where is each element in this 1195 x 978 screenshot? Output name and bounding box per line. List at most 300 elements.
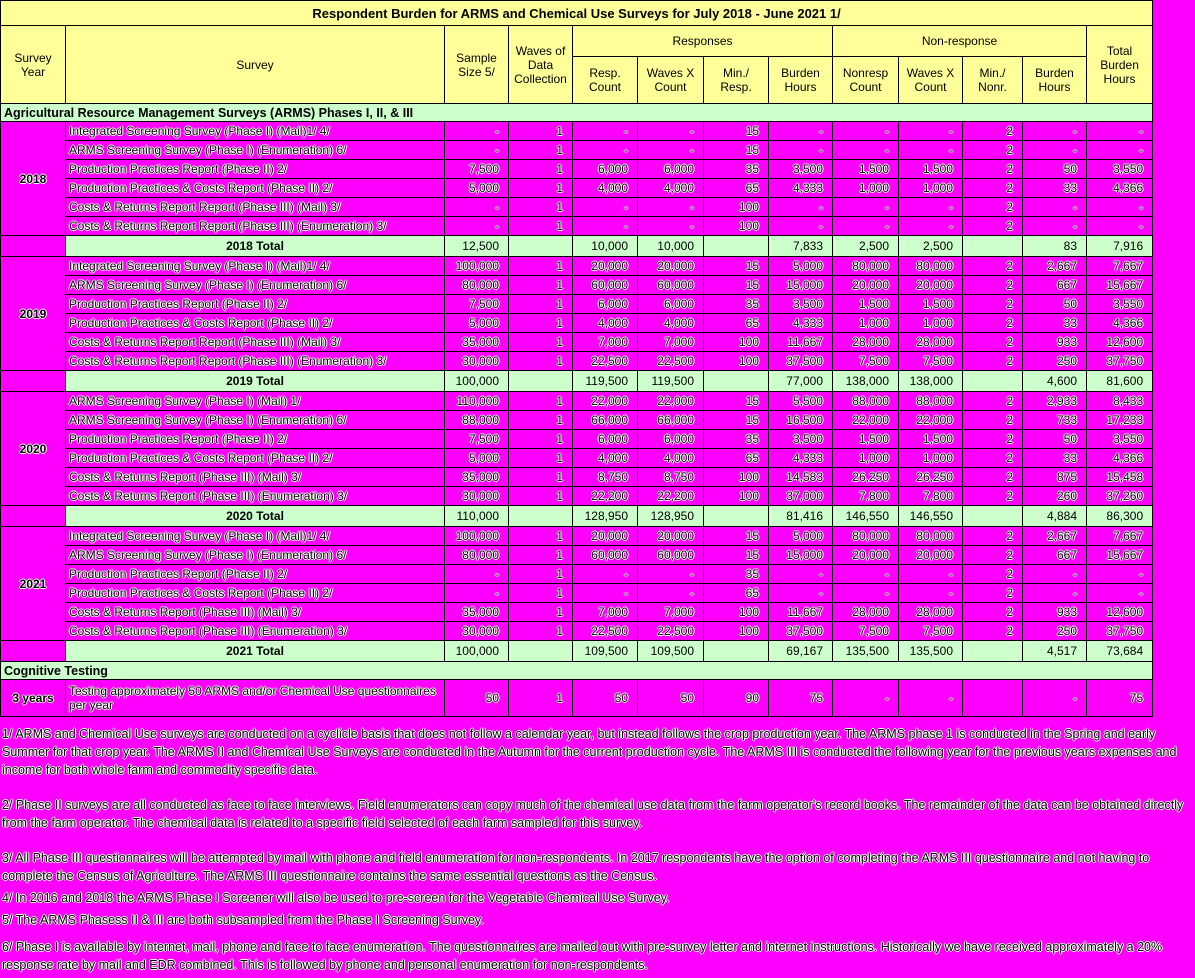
value-cell: 2,667 [1023, 257, 1087, 276]
value-cell: 1 [509, 430, 573, 449]
value-cell: 1 [509, 565, 573, 584]
total-value-cell [963, 641, 1023, 662]
value-cell: 2 [963, 333, 1023, 352]
value-cell: 22,500 [638, 352, 704, 371]
survey-name-cell: Costs & Returns Report Report (Phase III) (Enumeration) 3/ [66, 217, 445, 236]
value-cell: 20,000 [833, 276, 899, 295]
value-cell: 37,750 [1087, 622, 1153, 641]
value-cell: 7,000 [638, 603, 704, 622]
survey-name-cell: Integrated Screening Survey (Phase I) (Mail)1/ 4/ [66, 257, 445, 276]
footnote: 5/ The ARMS Phasess II & III are both subsampled from the Phase I Screening Survey. [2, 913, 484, 927]
value-cell: - [833, 680, 899, 717]
value-cell: 88,000 [899, 392, 963, 411]
value-cell: 4,366 [1087, 179, 1153, 198]
value-cell: - [573, 584, 638, 603]
value-cell: - [899, 584, 963, 603]
value-cell: 1 [509, 392, 573, 411]
survey-name-cell: Production Practices & Costs Report (Phase II) 2/ [66, 584, 445, 603]
col-header-waves: Waves of Data Collection [509, 26, 573, 104]
value-cell: - [638, 122, 704, 141]
value-cell: 1 [509, 468, 573, 487]
table-row [1, 217, 1153, 236]
value-cell: 8,750 [573, 468, 638, 487]
value-cell: 15 [704, 392, 769, 411]
value-cell: 2 [963, 468, 1023, 487]
value-cell: 80,000 [899, 257, 963, 276]
value-cell: 1,000 [899, 179, 963, 198]
total-value-cell: 69,167 [769, 641, 833, 662]
total-value-cell: 7,916 [1087, 236, 1153, 257]
value-cell: 22,000 [573, 392, 638, 411]
value-cell: 2 [963, 179, 1023, 198]
year-empty-cell [1, 236, 66, 257]
value-cell: - [1087, 198, 1153, 217]
value-cell: 50 [1023, 295, 1087, 314]
header-group-row [1, 26, 1153, 57]
value-cell: 20,000 [573, 527, 638, 546]
value-cell: 1 [509, 411, 573, 430]
value-cell: 7,800 [899, 487, 963, 506]
value-cell: - [445, 584, 509, 603]
value-cell: 3,500 [769, 160, 833, 179]
table-title: Respondent Burden for ARMS and Chemical Use Surveys for July 2018 - June 2021 1/ [1, 1, 1153, 26]
value-cell: 667 [1023, 546, 1087, 565]
value-cell: 30,000 [445, 622, 509, 641]
value-cell: 3,550 [1087, 295, 1153, 314]
value-cell: - [445, 141, 509, 160]
total-value-cell: 73,684 [1087, 641, 1153, 662]
survey-name-cell: Integrated Screening Survey (Phase I) (Mail)1/ 4/ [66, 527, 445, 546]
value-cell: 4,333 [769, 179, 833, 198]
value-cell: 75 [1087, 680, 1153, 717]
value-cell: 7,000 [573, 603, 638, 622]
value-cell: 15,667 [1087, 546, 1153, 565]
total-value-cell: 10,000 [638, 236, 704, 257]
value-cell: 1 [509, 603, 573, 622]
value-cell: 60,000 [638, 276, 704, 295]
value-cell: 80,000 [445, 276, 509, 295]
col-header-nonresp-waves-x-count: Waves X Count [899, 57, 963, 104]
value-cell: - [638, 198, 704, 217]
value-cell: 2 [963, 141, 1023, 160]
value-cell: 15,667 [1087, 276, 1153, 295]
survey-name-cell: Costs & Returns Report Report (Phase III) (Mail) 3/ [66, 198, 445, 217]
value-cell: 60,000 [573, 546, 638, 565]
value-cell: 66,000 [638, 411, 704, 430]
total-value-cell: 77,000 [769, 371, 833, 392]
total-row [1, 371, 1153, 392]
value-cell: 1 [509, 141, 573, 160]
value-cell: 5,000 [445, 449, 509, 468]
survey-name-cell: ARMS Screening Survey (Phase I) (Enumeration) 6/ [66, 141, 445, 160]
value-cell: 7,000 [638, 333, 704, 352]
survey-name-cell: Production Practices & Costs Report (Phase II) 2/ [66, 179, 445, 198]
value-cell: 4,333 [769, 314, 833, 333]
survey-name-cell: ARMS Screening Survey (Phase I) (Enumeration) 6/ [66, 276, 445, 295]
value-cell: 1 [509, 295, 573, 314]
table-row [1, 487, 1153, 506]
survey-name-cell: Production Practices Report (Phase II) 2/ [66, 160, 445, 179]
col-header-nonresp-burden-hours: Burden Hours [1023, 57, 1087, 104]
value-cell: - [445, 217, 509, 236]
value-cell: - [899, 141, 963, 160]
value-cell: 2 [963, 276, 1023, 295]
value-cell: 15 [704, 257, 769, 276]
total-value-cell [704, 506, 769, 527]
value-cell: 1 [509, 487, 573, 506]
value-cell: 933 [1023, 333, 1087, 352]
total-value-cell [704, 641, 769, 662]
value-cell: 1,500 [833, 160, 899, 179]
value-cell: 50 [573, 680, 638, 717]
value-cell: - [899, 198, 963, 217]
year-label: 2018 [1, 122, 66, 236]
value-cell: 1,000 [833, 314, 899, 333]
value-cell: - [769, 198, 833, 217]
col-header-resp-burden-hours: Burden Hours [769, 57, 833, 104]
value-cell: 250 [1023, 352, 1087, 371]
table-row [1, 392, 1153, 411]
value-cell: 14,583 [769, 468, 833, 487]
value-cell: 1 [509, 546, 573, 565]
total-value-cell: 100,000 [445, 641, 509, 662]
survey-name-cell: Production Practices Report (Phase II) 2/ [66, 430, 445, 449]
value-cell: 15 [704, 527, 769, 546]
value-cell: 4,366 [1087, 314, 1153, 333]
footnote: 3/ All Phase III questionnaires will be attempted by mail with phone and field enumeration for non-respondents. In 2017 respondents have the option of completing the ARMS III questionnaire and not having to complete the Census of Agriculture. The ARMS III questionnaire contains the same essential questions as the Census. [2, 851, 1150, 883]
year-empty-cell [1, 641, 66, 662]
value-cell: 50 [445, 680, 509, 717]
value-cell: - [769, 141, 833, 160]
value-cell: 2 [963, 622, 1023, 641]
value-cell: - [1087, 217, 1153, 236]
survey-name-cell: Costs & Returns Report (Phase III) (Enumeration) 3/ [66, 622, 445, 641]
value-cell: 33 [1023, 314, 1087, 333]
total-value-cell: 109,500 [573, 641, 638, 662]
value-cell: - [445, 565, 509, 584]
value-cell: 90 [704, 680, 769, 717]
value-cell: 20,000 [899, 276, 963, 295]
value-cell: - [638, 141, 704, 160]
value-cell: 2,933 [1023, 392, 1087, 411]
value-cell: 100 [704, 217, 769, 236]
value-cell: 2 [963, 565, 1023, 584]
value-cell: - [769, 122, 833, 141]
total-value-cell: 83 [1023, 236, 1087, 257]
footnote: 4/ In 2016 and 2018 the ARMS Phase I Screener will also be used to pre-screen for the Vegetable Chemical Use Survey. [2, 891, 670, 905]
total-label: 2018 Total [66, 236, 445, 257]
value-cell: 1 [509, 680, 573, 717]
table-row [1, 179, 1153, 198]
value-cell: 7,500 [899, 352, 963, 371]
value-cell: 1 [509, 333, 573, 352]
value-cell: - [899, 217, 963, 236]
value-cell: 7,500 [445, 160, 509, 179]
value-cell: - [769, 584, 833, 603]
col-header-min-per-resp: Min./ Resp. [704, 57, 769, 104]
value-cell: - [573, 565, 638, 584]
total-value-cell [963, 236, 1023, 257]
total-value-cell: 81,600 [1087, 371, 1153, 392]
value-cell: - [1023, 141, 1087, 160]
value-cell: 35 [704, 430, 769, 449]
col-header-total-burden: Total Burden Hours [1087, 26, 1153, 104]
survey-name-cell: Costs & Returns Report (Phase III) (Enumeration) 3/ [66, 487, 445, 506]
value-cell: - [445, 198, 509, 217]
value-cell: 3,550 [1087, 160, 1153, 179]
value-cell: 4,366 [1087, 449, 1153, 468]
value-cell: 35,000 [445, 468, 509, 487]
value-cell: 2 [963, 295, 1023, 314]
value-cell: 15,000 [769, 546, 833, 565]
value-cell: 6,000 [638, 430, 704, 449]
section-header: Cognitive Testing [1, 662, 1153, 680]
value-cell: - [1023, 565, 1087, 584]
value-cell: 11,667 [769, 333, 833, 352]
value-cell: 7,667 [1087, 527, 1153, 546]
value-cell: 1 [509, 622, 573, 641]
value-cell: 20,000 [638, 527, 704, 546]
value-cell: 5,000 [445, 179, 509, 198]
value-cell: - [573, 141, 638, 160]
value-cell: 4,000 [573, 449, 638, 468]
value-cell: 3,500 [769, 295, 833, 314]
value-cell [963, 680, 1023, 717]
table-row [1, 565, 1153, 584]
value-cell: 20,000 [833, 546, 899, 565]
total-value-cell: 138,000 [899, 371, 963, 392]
total-value-cell: 119,500 [573, 371, 638, 392]
value-cell: 7,500 [899, 622, 963, 641]
total-row [1, 641, 1153, 662]
value-cell: 2 [963, 449, 1023, 468]
value-cell: 15,458 [1087, 468, 1153, 487]
value-cell: 88,000 [445, 411, 509, 430]
survey-name-cell: ARMS Screening Survey (Phase I) (Enumeration) 6/ [66, 411, 445, 430]
value-cell: 28,000 [833, 333, 899, 352]
value-cell: 1,500 [899, 295, 963, 314]
value-cell: 5,500 [769, 392, 833, 411]
value-cell: 667 [1023, 276, 1087, 295]
table-row [1, 141, 1153, 160]
value-cell: 7,000 [573, 333, 638, 352]
value-cell: 60,000 [573, 276, 638, 295]
value-cell: 26,250 [899, 468, 963, 487]
value-cell: - [573, 122, 638, 141]
col-header-sample-size: Sample Size 5/ [445, 26, 509, 104]
survey-name-cell: ARMS Screening Survey (Phase I) (Enumeration) 6/ [66, 546, 445, 565]
value-cell: 7,500 [833, 622, 899, 641]
value-cell: 65 [704, 179, 769, 198]
value-cell: 100 [704, 603, 769, 622]
value-cell: 1,500 [899, 430, 963, 449]
value-cell: 1,000 [899, 314, 963, 333]
value-cell: - [899, 122, 963, 141]
value-cell: 50 [1023, 430, 1087, 449]
survey-name-cell: Testing approximately 50 ARMS and/or Chemical Use questionnaires per year [66, 680, 445, 717]
value-cell: 733 [1023, 411, 1087, 430]
value-cell: 7,500 [833, 352, 899, 371]
total-value-cell [509, 641, 573, 662]
value-cell: - [1087, 122, 1153, 141]
value-cell: 7,500 [445, 295, 509, 314]
value-cell: 35 [704, 565, 769, 584]
table-row [1, 411, 1153, 430]
value-cell: 2 [963, 122, 1023, 141]
value-cell: 7,800 [833, 487, 899, 506]
value-cell: 35 [704, 160, 769, 179]
value-cell: 12,600 [1087, 603, 1153, 622]
value-cell: 6,000 [638, 160, 704, 179]
value-cell: 100 [704, 333, 769, 352]
value-cell: 1,000 [833, 449, 899, 468]
survey-name-cell: Integrated Screening Survey (Phase I) (Mail)1/ 4/ [66, 122, 445, 141]
total-value-cell [963, 371, 1023, 392]
value-cell: 4,000 [638, 449, 704, 468]
value-cell: 1 [509, 584, 573, 603]
value-cell: 28,000 [899, 603, 963, 622]
total-value-cell: 81,416 [769, 506, 833, 527]
value-cell: 5,000 [445, 314, 509, 333]
value-cell: - [1023, 680, 1087, 717]
value-cell: 88,000 [833, 392, 899, 411]
value-cell: 1 [509, 527, 573, 546]
value-cell: 8,433 [1087, 392, 1153, 411]
value-cell: 12,600 [1087, 333, 1153, 352]
value-cell: 15,000 [769, 276, 833, 295]
value-cell: 4,000 [638, 314, 704, 333]
footnote: 2/ Phase II surveys are all conducted as face to face interviews. Field enumerators can copy much of the chemical use data from the farm operator's record books. The remainder of the data can be obtained directly from the farm operator. The chemical data is related to a specific field selected of each farm sampled for this survey. [2, 798, 1184, 830]
value-cell: 20,000 [638, 257, 704, 276]
table-row [1, 352, 1153, 371]
footnote: 6/ Phase I is available by internet, mail, phone and face to face enumeration. The questionnaires are mailed out with pre-survey letter and internet instructions. Historically we have received approximately a 20% response rate by mail and EDR combined. This is followed by phone and personal enumeration for non-respondents. [2, 940, 1163, 972]
value-cell: 875 [1023, 468, 1087, 487]
value-cell: 75 [769, 680, 833, 717]
col-group-nonresponse: Non-response [833, 26, 1087, 57]
value-cell: 22,000 [833, 411, 899, 430]
survey-name-cell: Costs & Returns Report (Phase III) (Mail) 3/ [66, 603, 445, 622]
value-cell: 11,667 [769, 603, 833, 622]
table-row [1, 430, 1153, 449]
value-cell: 6,000 [573, 295, 638, 314]
total-value-cell [963, 506, 1023, 527]
year-empty-cell [1, 506, 66, 527]
value-cell: 16,500 [769, 411, 833, 430]
value-cell: 15 [704, 122, 769, 141]
value-cell: 1 [509, 314, 573, 333]
value-cell: 4,333 [769, 449, 833, 468]
value-cell: 35,000 [445, 333, 509, 352]
total-value-cell: 135,500 [833, 641, 899, 662]
survey-name-cell: Production Practices & Costs Report (Phase II) 2/ [66, 314, 445, 333]
total-value-cell: 128,950 [638, 506, 704, 527]
value-cell: 5,000 [769, 527, 833, 546]
value-cell: - [833, 122, 899, 141]
total-value-cell [704, 236, 769, 257]
value-cell: 65 [704, 584, 769, 603]
value-cell: 6,000 [573, 160, 638, 179]
year-label: 2020 [1, 392, 66, 506]
total-label: 2020 Total [66, 506, 445, 527]
value-cell: 100 [704, 468, 769, 487]
value-cell: 100 [704, 622, 769, 641]
value-cell: 933 [1023, 603, 1087, 622]
table-row [1, 546, 1153, 565]
value-cell: - [769, 217, 833, 236]
value-cell: 30,000 [445, 352, 509, 371]
value-cell: 33 [1023, 179, 1087, 198]
total-value-cell: 7,833 [769, 236, 833, 257]
value-cell: 100,000 [445, 257, 509, 276]
table-row [1, 295, 1153, 314]
value-cell: 1 [509, 198, 573, 217]
value-cell: 20,000 [573, 257, 638, 276]
col-header-resp-count: Resp. Count [573, 57, 638, 104]
value-cell: - [1023, 584, 1087, 603]
value-cell: 4,000 [638, 179, 704, 198]
value-cell: 2 [963, 198, 1023, 217]
col-header-min-per-nonr: Min./ Nonr. [963, 57, 1023, 104]
survey-name-cell: Production Practices & Costs Report (Phase II) 2/ [66, 449, 445, 468]
value-cell: 4,000 [573, 179, 638, 198]
year-empty-cell [1, 371, 66, 392]
total-value-cell: 4,884 [1023, 506, 1087, 527]
value-cell: 80,000 [833, 257, 899, 276]
value-cell: - [833, 217, 899, 236]
value-cell: 1 [509, 276, 573, 295]
value-cell: - [1023, 217, 1087, 236]
table-row [1, 527, 1153, 546]
value-cell: 1 [509, 217, 573, 236]
value-cell: 15 [704, 276, 769, 295]
value-cell: 6,000 [638, 295, 704, 314]
value-cell: 250 [1023, 622, 1087, 641]
total-value-cell: 146,550 [899, 506, 963, 527]
survey-name-cell: Costs & Returns Report Report (Phase III) (Enumeration) 3/ [66, 352, 445, 371]
survey-name-cell: ARMS Screening Survey (Phase I) (Mail) 1/ [66, 392, 445, 411]
value-cell: 17,233 [1087, 411, 1153, 430]
value-cell: 50 [1023, 160, 1087, 179]
value-cell: 33 [1023, 449, 1087, 468]
value-cell: 28,000 [899, 333, 963, 352]
value-cell: 1,500 [833, 295, 899, 314]
total-value-cell: 10,000 [573, 236, 638, 257]
total-value-cell: 109,500 [638, 641, 704, 662]
total-value-cell [704, 371, 769, 392]
table-row [1, 257, 1153, 276]
table-row [1, 198, 1153, 217]
value-cell: 66,000 [573, 411, 638, 430]
value-cell: 1 [509, 160, 573, 179]
total-value-cell [509, 371, 573, 392]
value-cell: 100 [704, 487, 769, 506]
table-row [1, 468, 1153, 487]
total-value-cell: 86,300 [1087, 506, 1153, 527]
year-label: 3 years [1, 680, 66, 717]
value-cell: 15 [704, 546, 769, 565]
value-cell: 4,000 [573, 314, 638, 333]
value-cell: 100 [704, 198, 769, 217]
value-cell: 2 [963, 546, 1023, 565]
value-cell: 30,000 [445, 487, 509, 506]
value-cell: - [833, 565, 899, 584]
footnote: 1/ ARMS and Chemical Use surveys are conducted on a cyclicle basis that does not follow a calendar year, but instead follows the crop production year. The ARMS phase 1 is conducted in the Spring and early Summer for that crop year. The ARMS II and Chemical Use Surveys are conducted in the Autumn for the current production cycle. The ARMS III is conducted the following year for the previous years expenses and income for both whole farm and commodity specific data. [2, 727, 1177, 777]
value-cell: 15 [704, 411, 769, 430]
value-cell: - [1087, 584, 1153, 603]
value-cell: 22,000 [638, 392, 704, 411]
value-cell: 1 [509, 257, 573, 276]
value-cell: 26,250 [833, 468, 899, 487]
